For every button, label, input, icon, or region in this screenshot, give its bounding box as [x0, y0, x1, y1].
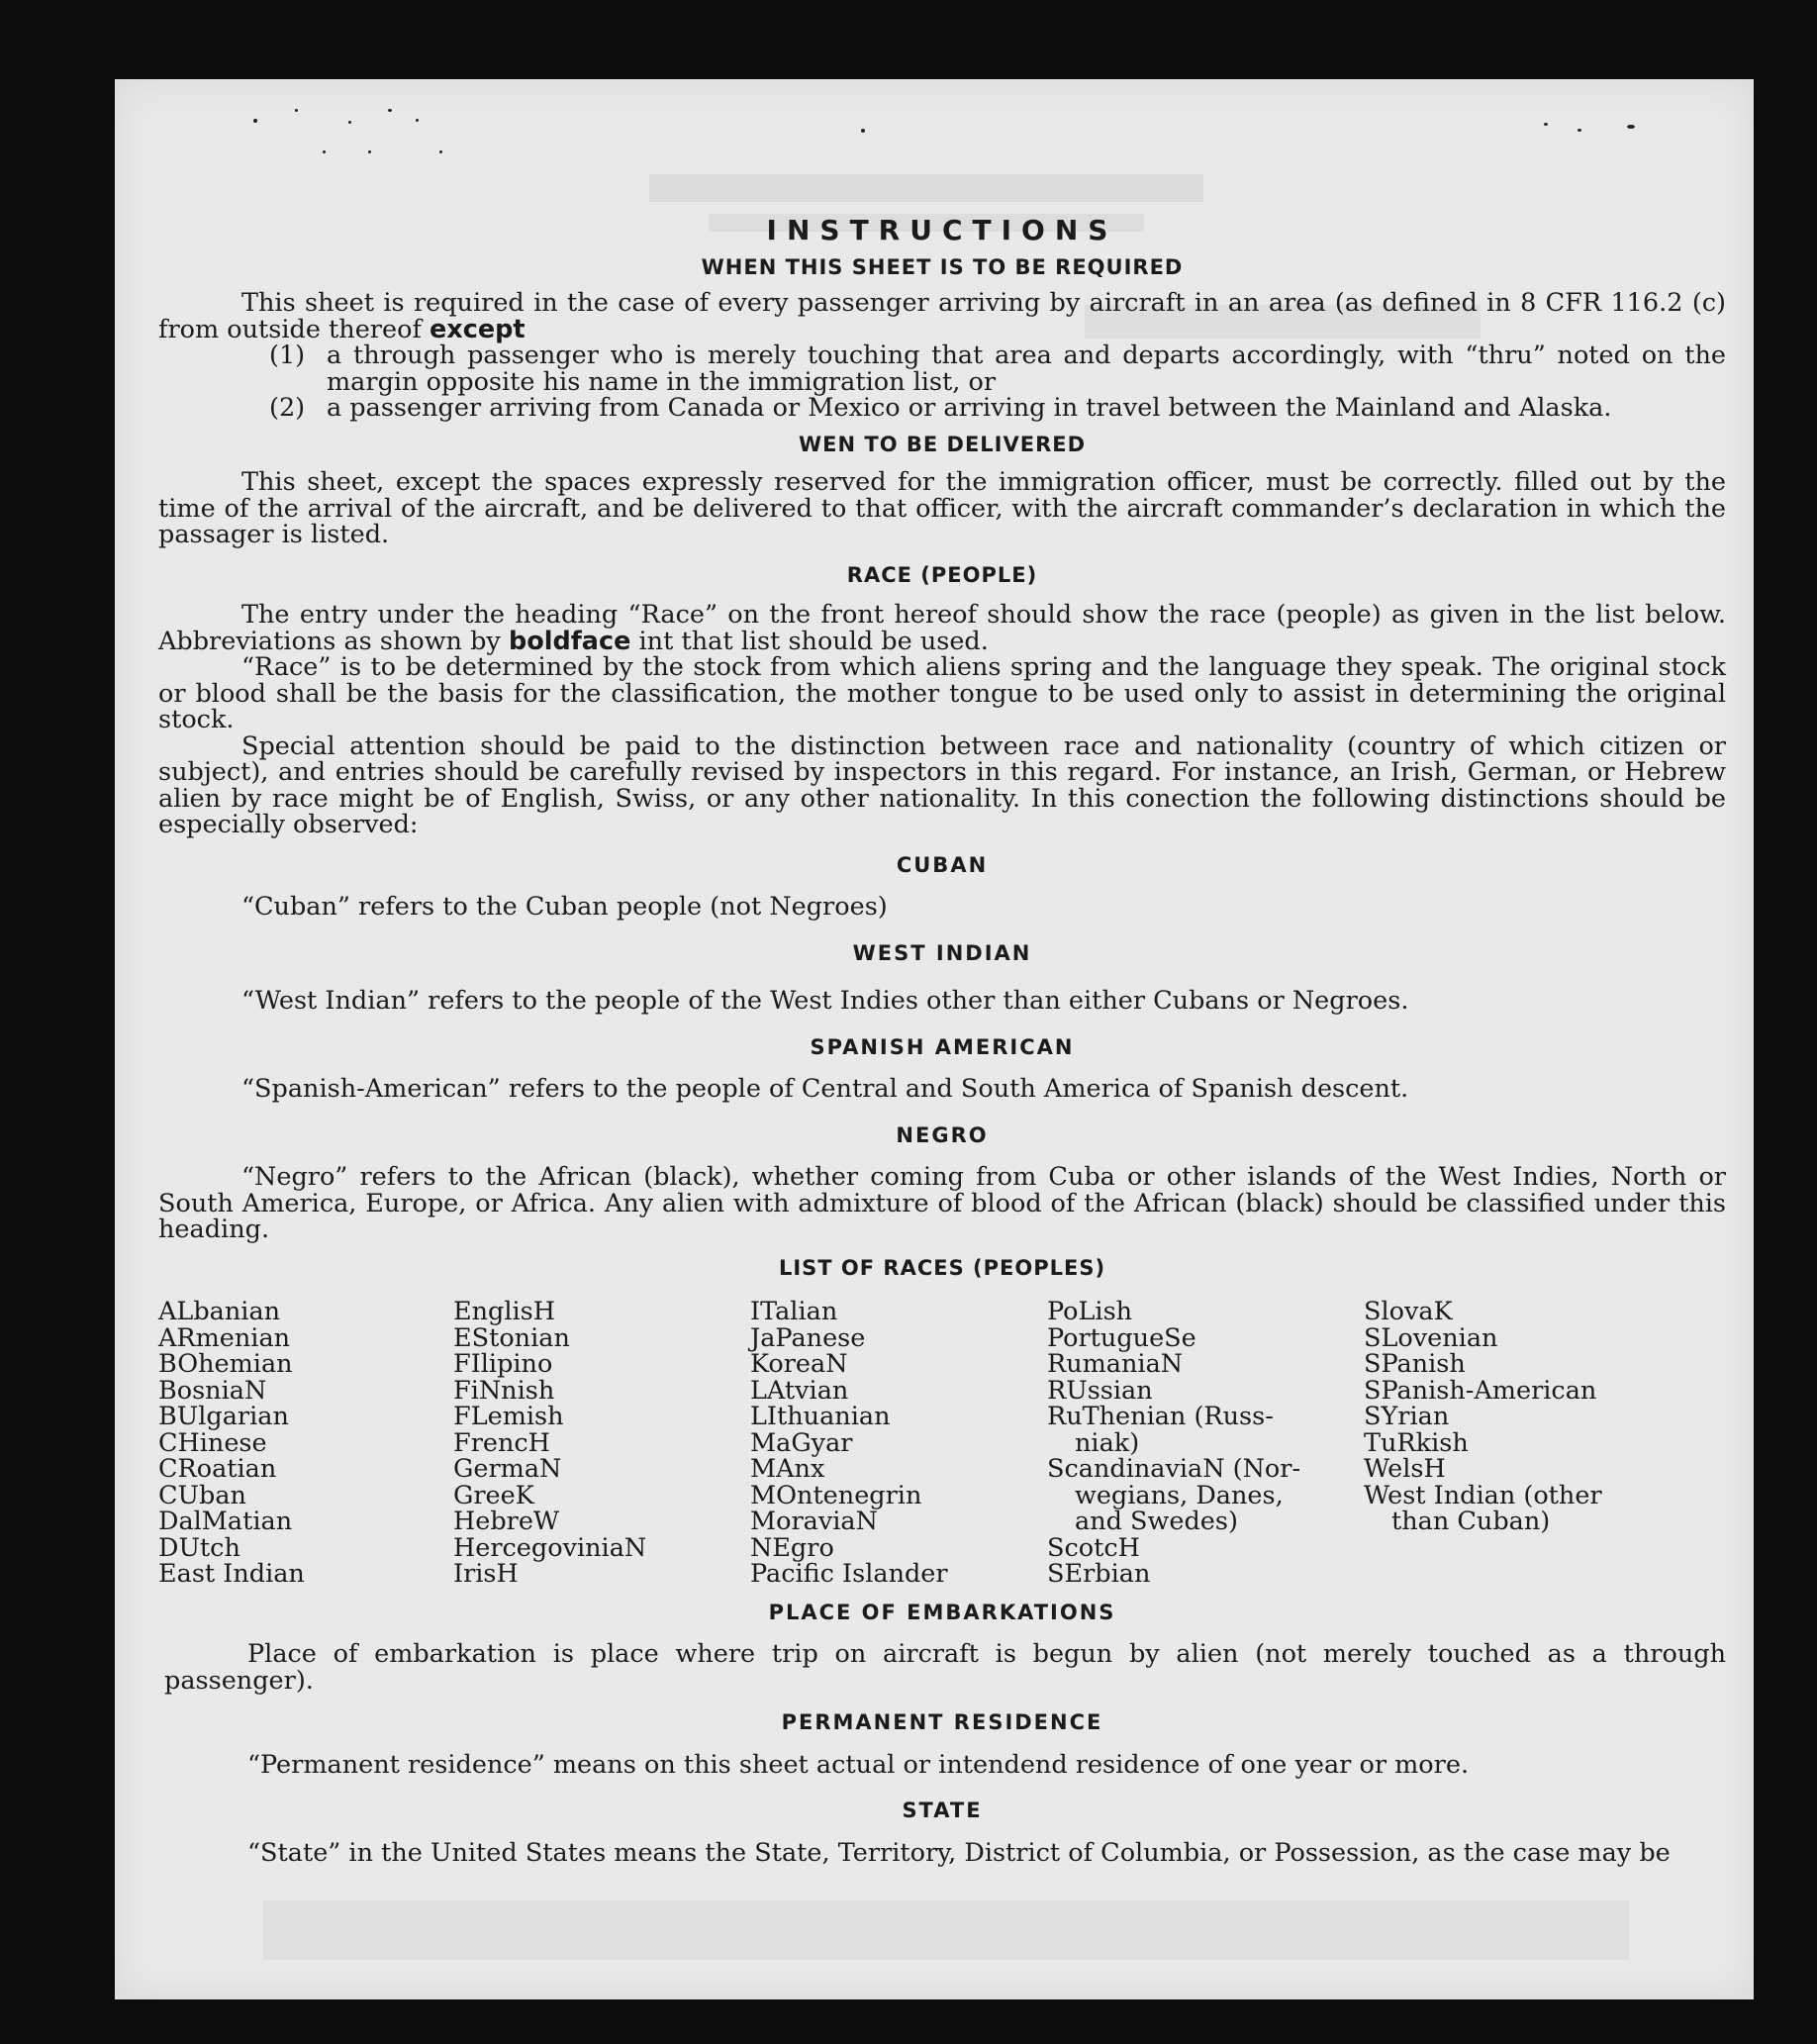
race-entry: FLemish: [453, 1402, 564, 1431]
speck: [861, 129, 865, 133]
delivered-text: This sheet, except the spaces expressly reserved for the immigration officer, must be correctly. filled out by the time of the arrival of the aircraft, and be delivered to that officer, with the aircraft commander’s declaration in which the passager is listed.: [158, 467, 1726, 549]
race-entry: West Indian (other: [1364, 1480, 1602, 1510]
speck: [1544, 123, 1548, 126]
required-intro: [158, 290, 1726, 342]
except-keyword: except: [430, 314, 526, 344]
heading-race: RACE (PEOPLE): [846, 562, 1038, 587]
race-entry: SErbian: [1047, 1559, 1151, 1589]
race-entry: than Cuban): [1391, 1507, 1551, 1536]
race-entry: ITalian: [750, 1297, 838, 1326]
race-entry: Pacific Islander: [750, 1559, 948, 1589]
race-entry: PortugueSe: [1047, 1322, 1196, 1353]
race-entry: IrisH: [453, 1559, 519, 1589]
race-entry: ALbanian: [158, 1297, 281, 1326]
race-entry: FIlipino: [453, 1349, 553, 1379]
race-entry: MoraviaN: [750, 1507, 878, 1536]
negro-text: “Negro” refers to the African (black), whether coming from Cuba or other islands of the West Indies, North or South America, Europe, or Africa. Any alien with admixture of blood of the African (black) should be classified under this heading.: [158, 1162, 1726, 1244]
speck: [439, 150, 442, 153]
race-entry: HebreW: [453, 1507, 560, 1536]
race-entry: RuThenian (Russ-: [1047, 1402, 1274, 1431]
exception-number: (2): [269, 393, 306, 423]
speck: [1627, 125, 1635, 129]
race-entry: MaGyar: [750, 1427, 853, 1458]
race-entry: GermaN: [453, 1454, 562, 1484]
boldface-word: boldface: [508, 626, 631, 656]
speck: [323, 150, 326, 153]
race-entry: JaPanese: [750, 1322, 866, 1353]
exception-text: a through passenger who is merely touching that area and departs accordingly, with “thru” noted on the margin opposite his name in the immigration list, or: [327, 341, 1726, 397]
race-entry: BUlgarian: [158, 1402, 289, 1431]
race-entry: PoLish: [1047, 1297, 1133, 1326]
heading-state: STATE: [902, 1799, 983, 1822]
speck: [295, 109, 298, 112]
race-entry: ScotcH: [1047, 1532, 1140, 1563]
race-entry: MAnx: [750, 1454, 825, 1484]
cuban-text: “Cuban” refers to the Cuban people (not Negroes): [241, 892, 888, 922]
race-entry: SPanish-American: [1364, 1375, 1597, 1406]
race-entry: EStonian: [453, 1322, 570, 1353]
race-entry: SPanish: [1364, 1349, 1466, 1379]
permanent-residence-text: “Permanent residence” means on this sheet actual or intendend residence of one year or more.: [247, 1749, 1470, 1780]
races-column: [750, 1299, 1047, 1588]
race-entry: CHinese: [158, 1427, 267, 1458]
required-intro-text: This sheet is required in the case of every passenger arriving by aircraft in an area (as defined in 8 CFR 116.2 (c) from outside thereof: [158, 288, 1726, 344]
race-entry: ARmenian: [158, 1322, 291, 1353]
spanish-american-text: “Spanish-American” refers to the people of Central and South America of Spanish descent.: [241, 1074, 1409, 1104]
race-entry: SLovenian: [1364, 1322, 1498, 1353]
races-column: [453, 1299, 750, 1588]
race-paragraph-1: [158, 602, 1726, 654]
race-entry: EnglisH: [453, 1297, 555, 1326]
race-entry: DalMatian: [158, 1507, 293, 1536]
exception-number: (1): [269, 341, 306, 370]
race-paragraph-3: Special attention should be paid to the distinction between race and nationality (country of which citizen or subject), and entries should be carefully revised by inspectors in this regard. For instance, an Irish, German, or Hebrew alien by race might be of English, Swiss, or any other nationality. In this conection the following distinctions should be especially observed:: [158, 730, 1726, 839]
heading-list-of-races: LIST OF RACES (PEOPLES): [778, 1255, 1106, 1280]
exception-item-1: [269, 342, 1726, 395]
instructions-content: [158, 214, 1726, 1868]
race-entry: niak): [1075, 1427, 1140, 1458]
race-entry: SYrian: [1364, 1402, 1450, 1431]
exception-text: a passenger arriving from Canada or Mexico or arriving in travel between the Mainland and Alaska.: [327, 393, 1612, 423]
race-entry: NEgro: [750, 1532, 834, 1563]
heading-negro: NEGRO: [896, 1122, 989, 1147]
race-p1-text: The entry under the heading “Race” on the front hereof should show the race (people) as given in the list below. Abbreviations as shown by: [158, 600, 1726, 656]
races-column: [1364, 1299, 1621, 1588]
race-entry: CUban: [158, 1480, 246, 1510]
heading-when-delivered: WEN TO BE DELIVERED: [798, 432, 1087, 456]
race-entry: BosniaN: [158, 1375, 267, 1406]
races-column: [158, 1299, 453, 1588]
reverse-side-bleed: [649, 174, 1203, 202]
race-entry: LAtvian: [750, 1375, 849, 1406]
speck: [1578, 129, 1581, 132]
race-entry: SlovaK: [1364, 1297, 1453, 1326]
speck: [416, 119, 419, 122]
west-indian-text: “West Indian” refers to the people of the West Indies other than either Cubans or Negroes.: [241, 986, 1409, 1016]
document-title: INSTRUCTIONS: [766, 214, 1118, 246]
race-entry: LIthuanian: [750, 1402, 891, 1431]
exception-item-2: [269, 395, 1726, 422]
race-entry: KoreaN: [750, 1349, 848, 1379]
race-entry: HercegoviniaN: [453, 1532, 647, 1563]
race-entry: BOhemian: [158, 1349, 293, 1379]
speck: [388, 109, 392, 112]
heading-cuban: CUBAN: [896, 852, 989, 877]
race-entry: DUtch: [158, 1532, 240, 1563]
speck: [253, 119, 257, 123]
race-entry: TuRkish: [1364, 1427, 1469, 1458]
heading-when-required: WHEN THIS SHEET IS TO BE REQUIRED: [701, 254, 1184, 279]
race-entry: and Swedes): [1075, 1507, 1238, 1536]
race-entry: RumaniaN: [1047, 1349, 1184, 1379]
reverse-side-bleed: [263, 1900, 1629, 1960]
heading-place-of-embarkation: PLACE OF EMBARKATIONS: [768, 1600, 1116, 1624]
race-p1-text-end: int that list should be used.: [638, 626, 989, 656]
races-column: [1047, 1299, 1364, 1588]
race-entry: MOntenegrin: [750, 1480, 922, 1510]
document-page: [115, 79, 1754, 1999]
race-entry: CRoatian: [158, 1454, 277, 1484]
embarkation-text: Place of embarkation is place where trip on aircraft is begun by alien (not merely touched as a through passenger).: [164, 1639, 1726, 1696]
race-entry: wegians, Danes,: [1075, 1480, 1284, 1510]
race-entry: ScandinaviaN (Nor-: [1047, 1454, 1301, 1484]
heading-west-indian: WEST INDIAN: [852, 940, 1032, 965]
race-paragraph-2: “Race” is to be determined by the stock from which aliens spring and the language they speak. The original stock or blood shall be the basis for the classification, the mother tongue to be used only to assist in determining the original stock.: [158, 652, 1726, 734]
state-text: “State” in the United States means the State, Territory, District of Columbia, or Possession, as the case may be: [247, 1837, 1671, 1868]
race-entry: RUssian: [1047, 1375, 1153, 1406]
race-entry: FrencH: [453, 1427, 550, 1458]
race-entry: WelsH: [1364, 1454, 1446, 1484]
heading-spanish-american: SPANISH AMERICAN: [810, 1034, 1075, 1059]
races-list: [158, 1299, 1726, 1588]
heading-permanent-residence: PERMANENT RESIDENCE: [781, 1710, 1103, 1734]
speck: [368, 150, 371, 153]
speck: [348, 121, 351, 124]
race-entry: FiNnish: [453, 1375, 555, 1406]
race-entry: East Indian: [158, 1559, 305, 1589]
race-entry: GreeK: [453, 1480, 534, 1510]
